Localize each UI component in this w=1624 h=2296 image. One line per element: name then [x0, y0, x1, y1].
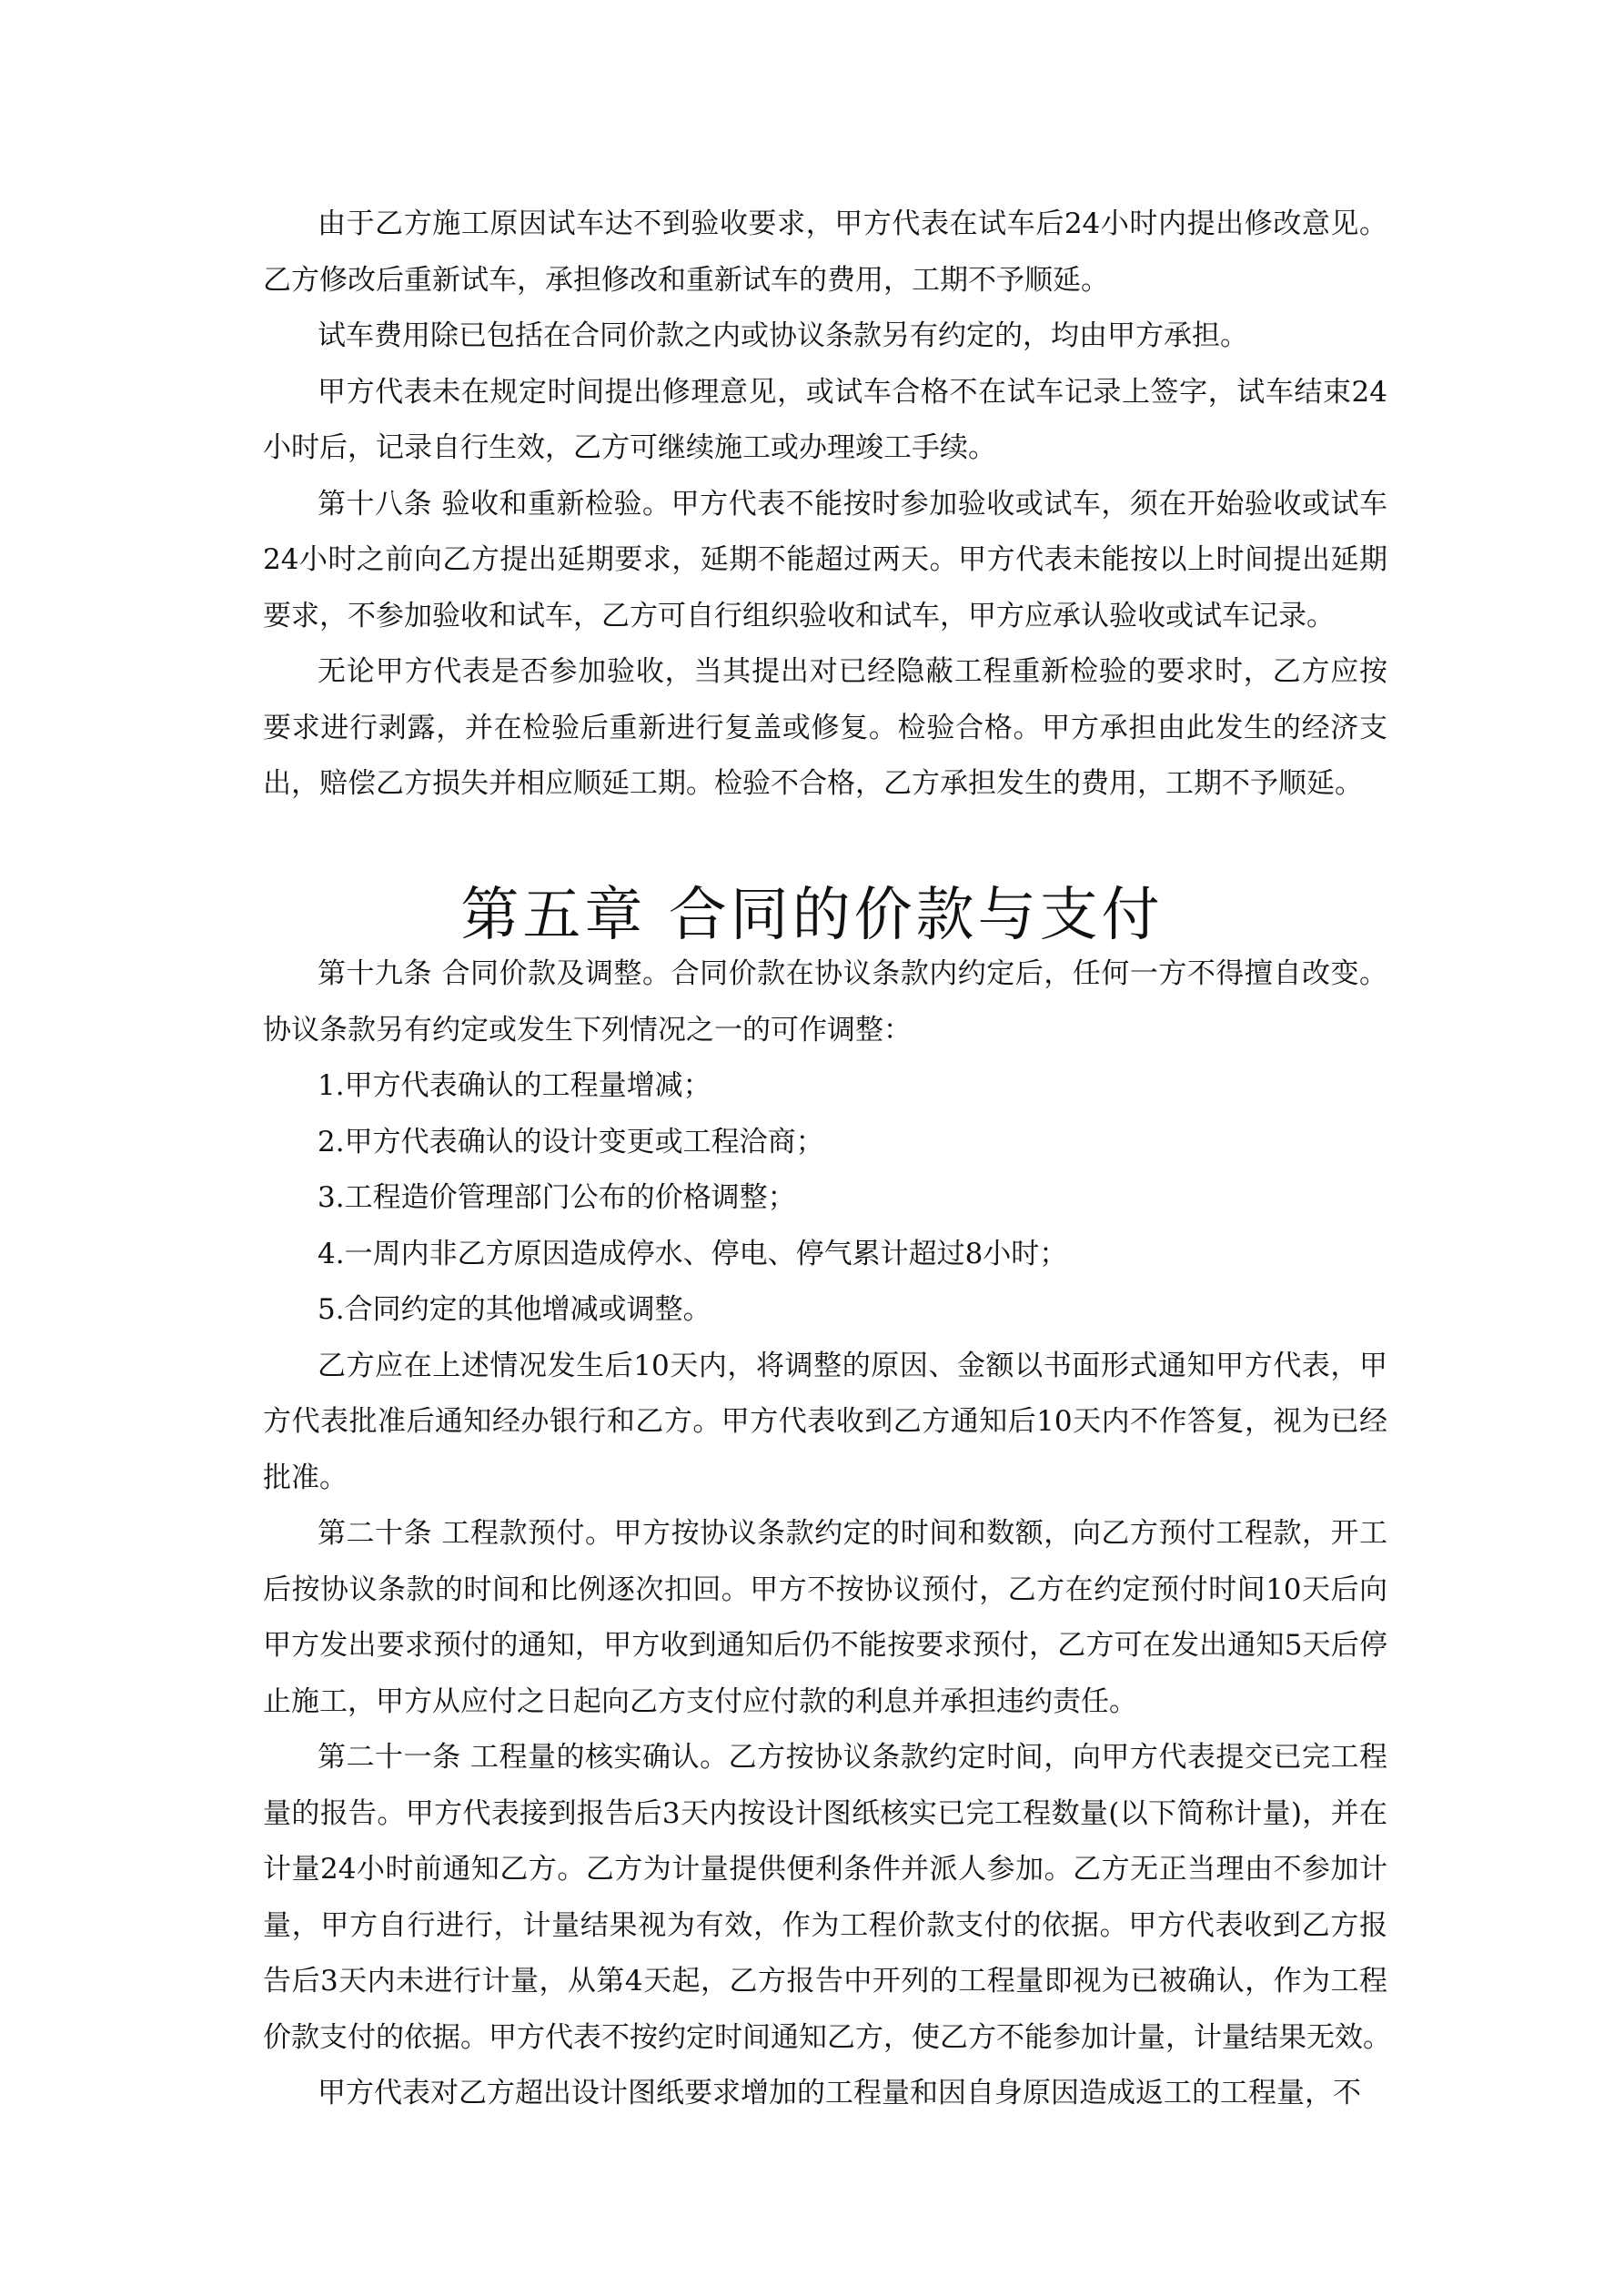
text-line: 小时后，记录自行生效，乙方可继续施工或办理竣工手续。 [263, 431, 996, 464]
text-line: 1.甲方代表确认的工程量增减； [318, 1069, 711, 1102]
paragraph [263, 197, 1387, 308]
text-line: 计量24小时前通知乙方。乙方为计量提供便利条件并派人参加。乙方无正当理由不参加计 [263, 1853, 1387, 1886]
text-line: 乙方应在上述情况发生后10天内，将调整的原因、金额以书面形式通知甲方代表，甲 [318, 1349, 1387, 1382]
text-line: 3.工程造价管理部门公布的价格调整； [318, 1181, 796, 1214]
text-line: 量的报告。甲方代表接到报告后3天内按设计图纸核实已完工程数量(以下简称计量)，并在 [263, 1796, 1387, 1830]
text-line: 方代表批准后通知经办银行和乙方。甲方代表收到乙方通知后10天内不作答复，视为已经 [263, 1405, 1387, 1438]
text-line: 由于乙方施工原因试车达不到验收要求，甲方代表在试车后24小时内提出修改意见。 [318, 207, 1387, 240]
text-line: 甲方代表未在规定时间提出修理意见，或试车合格不在试车记录上签字，试车结束24 [318, 375, 1387, 409]
paragraph [263, 1282, 1387, 1339]
text-line: 第十九条 合同价款及调整。合同价款在协议条款内约定后，任何一方不得擅自改变。 [318, 957, 1387, 990]
text-line: 第二十条 工程款预付。甲方按协议条款约定的时间和数额，向乙方预付工程款，开工 [318, 1517, 1387, 1550]
text-line: 2.甲方代表确认的设计变更或工程洽商； [318, 1125, 824, 1158]
paragraph [263, 1339, 1387, 1507]
text-line: 第二十一条 工程量的核实确认。乙方按协议条款约定时间，向甲方代表提交已完工程 [318, 1741, 1387, 1774]
text-line: 后按协议条款的时间和比例逐次扣回。甲方不按协议预付，乙方在约定预付时间10天后向 [263, 1573, 1387, 1606]
paragraph [263, 2066, 1387, 2122]
text-line: 要求，不参加验收和试车，乙方可自行组织验收和试车，甲方应承认验收或试车记录。 [263, 599, 1335, 632]
paragraph [263, 1058, 1387, 1115]
text-line: 24小时之前向乙方提出延期要求，延期不能超过两天。甲方代表未能按以上时间提出延期 [263, 543, 1387, 576]
text-line: 第十八条 验收和重新检验。甲方代表不能按时参加验收或试车，须在开始验收或试车 [318, 487, 1387, 521]
text-line: 试车费用除已包括在合同价款之内或协议条款另有约定的，均由甲方承担。 [318, 319, 1248, 352]
text-line: 5.合同约定的其他增减或调整。 [318, 1293, 711, 1326]
paragraph [263, 477, 1387, 645]
paragraph [263, 1115, 1387, 1171]
paragraph [263, 1506, 1387, 1730]
text-line: 止施工，甲方从应付之日起向乙方支付应付款的利息并承担违约责任。 [263, 1684, 1137, 1718]
text-line: 出，赔偿乙方损失并相应顺延工期。检验不合格，乙方承担发生的费用，工期不予顺延。 [263, 767, 1363, 800]
paragraph [263, 1730, 1391, 2066]
text-block-top [263, 197, 1387, 813]
text-line: 甲方发出要求预付的通知，甲方收到通知后仍不能按要求预付，乙方可在发出通知5天后停 [263, 1629, 1387, 1662]
text-line: 乙方修改后重新试车，承担修改和重新试车的费用，工期不予顺延。 [263, 263, 1109, 297]
paragraph [263, 1170, 1387, 1227]
text-line: 价款支付的依据。甲方代表不按约定时间通知乙方，使乙方不能参加计量，计量结果无效。 [263, 2020, 1391, 2054]
text-line: 要求进行剥露，并在检验后重新进行复盖或修复。检验合格。甲方承担由此发生的经济支 [263, 711, 1387, 744]
text-line: 告后3天内未进行计量，从第4天起，乙方报告中开列的工程量即视为已被确认，作为工程 [263, 1965, 1387, 1998]
paragraph [263, 308, 1387, 365]
text-line: 4.一周内非乙方原因造成停水、停电、停气累计超过8小时； [318, 1237, 1068, 1270]
text-line: 协议条款另有约定或发生下列情况之一的可作调整： [263, 1013, 912, 1047]
chapter-title: 第五章 合同的价款与支付 [460, 882, 1164, 949]
paragraph [263, 365, 1387, 477]
paragraph [263, 1227, 1387, 1283]
text-line: 无论甲方代表是否参加验收，当其提出对已经隐蔽工程重新检验的要求时，乙方应按 [318, 655, 1387, 688]
text-line: 量，甲方自行进行，计量结果视为有效，作为工程价款支付的依据。甲方代表收到乙方报 [263, 1908, 1387, 1942]
text-line: 批准。 [263, 1461, 348, 1494]
text-line: 甲方代表对乙方超出设计图纸要求增加的工程量和因自身原因造成返工的工程量，不 [318, 2077, 1361, 2109]
text-block-bottom [263, 946, 1391, 2122]
paragraph [263, 644, 1387, 813]
paragraph [263, 946, 1387, 1058]
